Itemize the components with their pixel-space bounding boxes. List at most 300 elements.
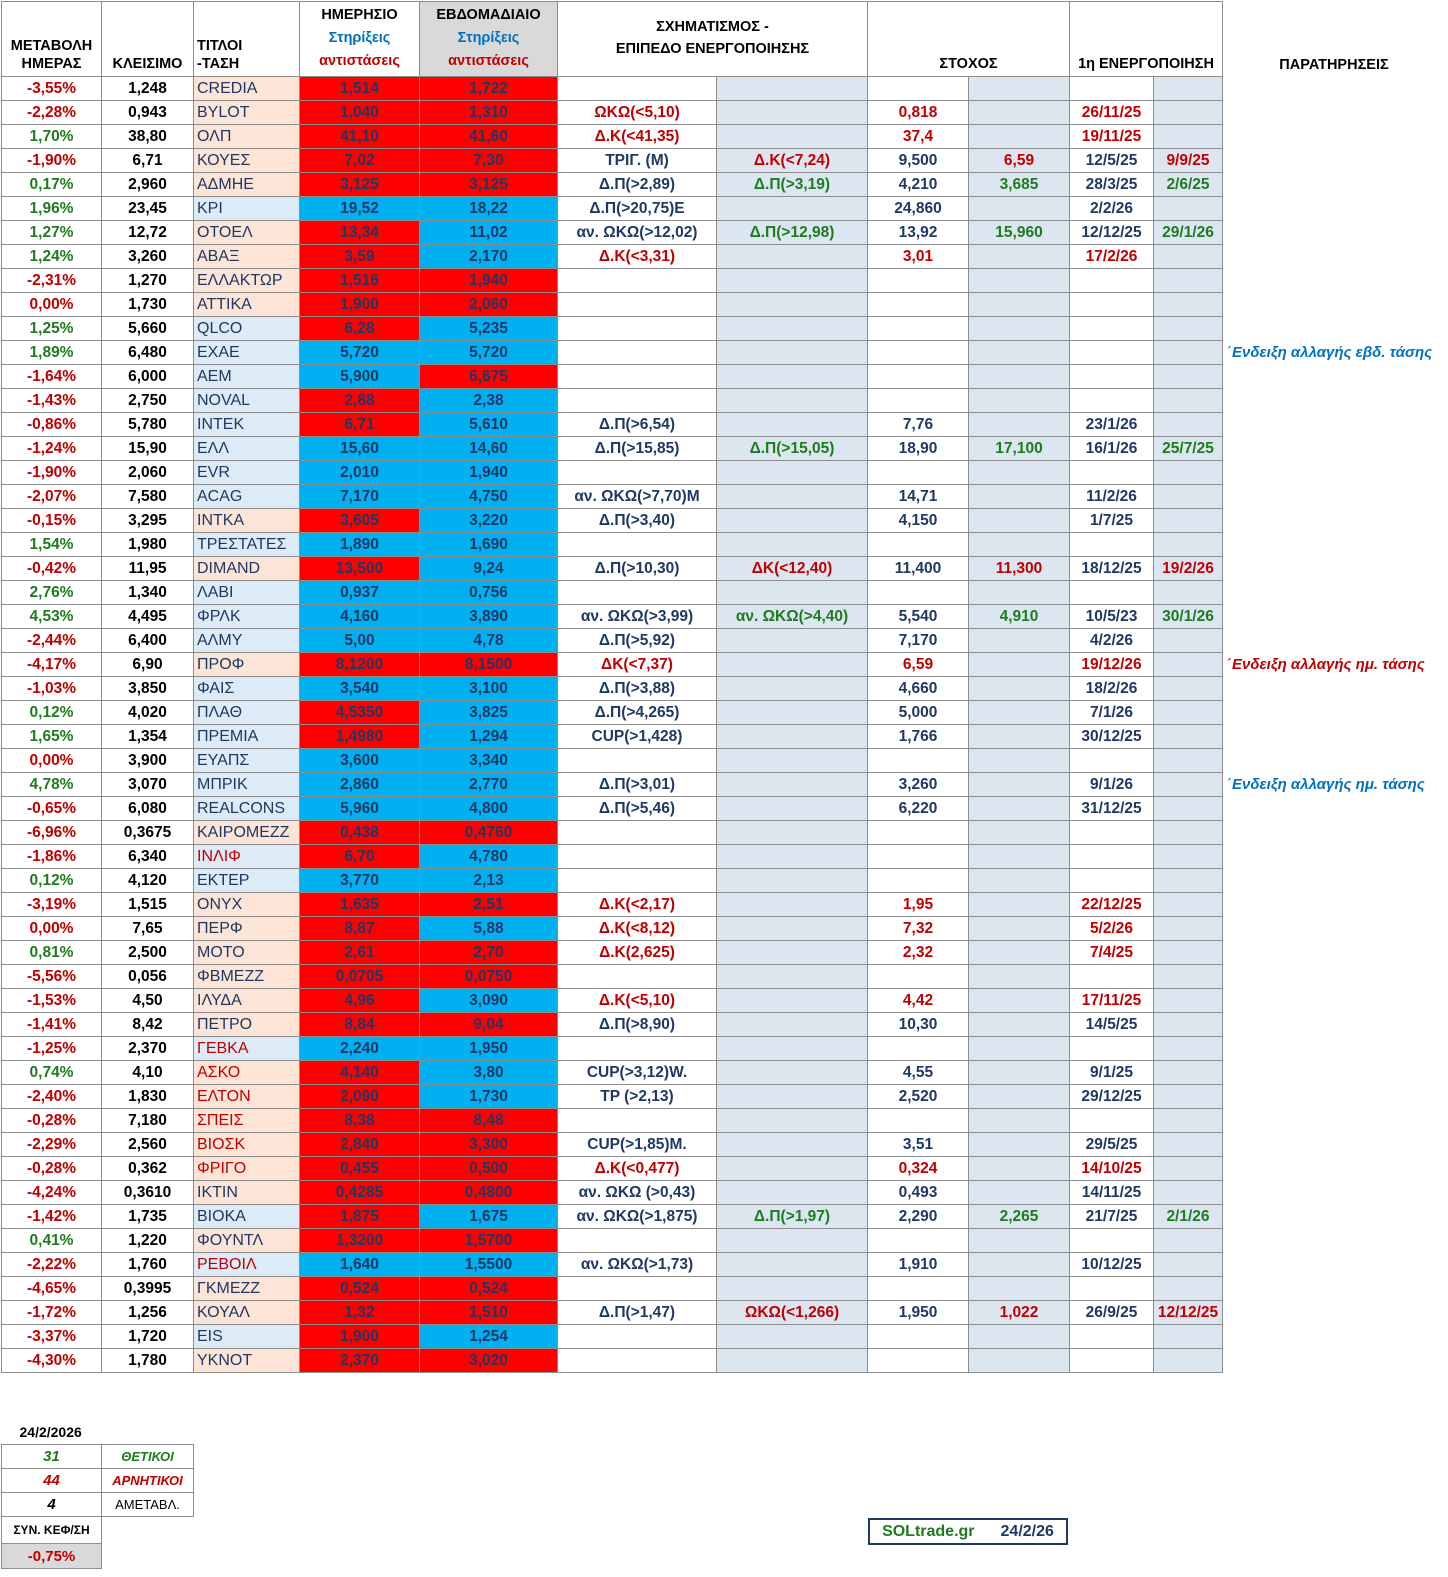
ticker-cell[interactable]: ΠΛΑΘ bbox=[194, 701, 300, 725]
pattern-cell: Δ.Κ(<0,477) bbox=[558, 1157, 717, 1181]
remark-cell bbox=[1223, 245, 1446, 269]
activation-secondary-cell bbox=[1154, 389, 1223, 413]
target-secondary-cell bbox=[969, 485, 1070, 509]
remark-cell bbox=[1223, 149, 1446, 173]
target-cell: 5,540 bbox=[868, 605, 969, 629]
pattern-cell bbox=[558, 749, 717, 773]
table-row bbox=[2, 1037, 1446, 1061]
weekly-level-cell: 1,950 bbox=[420, 1037, 558, 1061]
target-cell: 0,818 bbox=[868, 101, 969, 125]
ticker-cell[interactable]: ΑΔΜΗΕ bbox=[194, 173, 300, 197]
daily-level-cell: 1,4980 bbox=[300, 725, 420, 749]
weekly-level-cell: 3,020 bbox=[420, 1349, 558, 1373]
ticker-cell[interactable]: ΙΝΛΙΦ bbox=[194, 845, 300, 869]
weekly-level-cell: 1,940 bbox=[420, 269, 558, 293]
pattern-secondary-cell: Δ.Κ(<7,24) bbox=[717, 149, 868, 173]
pattern-secondary-cell bbox=[717, 485, 868, 509]
activation-secondary-cell: 12/12/25 bbox=[1154, 1301, 1223, 1325]
ticker-cell[interactable]: ΑΛΜΥ bbox=[194, 629, 300, 653]
target-cell bbox=[868, 1037, 969, 1061]
activation-secondary-cell bbox=[1154, 629, 1223, 653]
remark-cell bbox=[1223, 893, 1446, 917]
change-cell: 0,41% bbox=[2, 1229, 102, 1253]
daily-level-cell: 6,71 bbox=[300, 413, 420, 437]
activation-secondary-cell bbox=[1154, 1325, 1223, 1349]
pattern-secondary-cell: Δ.Π(>15,05) bbox=[717, 437, 868, 461]
daily-level-cell: 1,875 bbox=[300, 1205, 420, 1229]
activation-cell bbox=[1070, 389, 1154, 413]
activation-secondary-cell bbox=[1154, 701, 1223, 725]
close-cell: 0,943 bbox=[102, 101, 194, 125]
target-cell: 3,260 bbox=[868, 773, 969, 797]
target-secondary-cell bbox=[969, 749, 1070, 773]
daily-level-cell: 0,438 bbox=[300, 821, 420, 845]
activation-secondary-cell bbox=[1154, 509, 1223, 533]
cap-label: ΣΥΝ. ΚΕΦ/ΣΗ bbox=[2, 1517, 102, 1544]
weekly-level-cell: 3,340 bbox=[420, 749, 558, 773]
ticker-cell[interactable]: ΙΛΥΔΑ bbox=[194, 989, 300, 1013]
ticker-cell[interactable]: ΕΛΛ bbox=[194, 437, 300, 461]
close-cell: 5,660 bbox=[102, 317, 194, 341]
activation-cell: 21/7/25 bbox=[1070, 1205, 1154, 1229]
ticker-cell[interactable]: BYLOT bbox=[194, 101, 300, 125]
activation-secondary-cell bbox=[1154, 989, 1223, 1013]
change-cell: 2,76% bbox=[2, 581, 102, 605]
ticker-cell[interactable]: ΦΡΙΓΟ bbox=[194, 1157, 300, 1181]
weekly-level-cell: 8,1500 bbox=[420, 653, 558, 677]
ticker-cell[interactable]: ΑΒΑΞ bbox=[194, 245, 300, 269]
pattern-secondary-cell bbox=[717, 125, 868, 149]
table-row bbox=[2, 1013, 1446, 1037]
table-row bbox=[2, 1181, 1446, 1205]
target-cell bbox=[868, 365, 969, 389]
activation-secondary-cell bbox=[1154, 1085, 1223, 1109]
pattern-secondary-cell bbox=[717, 581, 868, 605]
change-cell: -1,24% bbox=[2, 437, 102, 461]
ticker-cell[interactable]: ΣΠΕΙΣ bbox=[194, 1109, 300, 1133]
ticker-cell[interactable]: ΒΙΟΣΚ bbox=[194, 1133, 300, 1157]
ticker-cell[interactable]: ΥΚΝΟΤ bbox=[194, 1349, 300, 1373]
ticker-cell[interactable]: ΠΡΟΦ bbox=[194, 653, 300, 677]
target-cell bbox=[868, 341, 969, 365]
ticker-cell[interactable]: ΕΥΑΠΣ bbox=[194, 749, 300, 773]
daily-level-cell: 2,370 bbox=[300, 1349, 420, 1373]
table-row bbox=[2, 629, 1446, 653]
table-row bbox=[2, 1205, 1446, 1229]
ticker-cell[interactable]: ΠΡΕΜΙΑ bbox=[194, 725, 300, 749]
table-row bbox=[2, 653, 1446, 677]
pattern-cell: Δ.Π(>5,92) bbox=[558, 629, 717, 653]
weekly-level-cell: 1,940 bbox=[420, 461, 558, 485]
activation-cell: 18/2/26 bbox=[1070, 677, 1154, 701]
pattern-cell: Δ.Π(>8,90) bbox=[558, 1013, 717, 1037]
ticker-cell[interactable]: ΡΕΒΟΙΛ bbox=[194, 1253, 300, 1277]
daily-level-cell: 6,28 bbox=[300, 317, 420, 341]
close-cell: 6,000 bbox=[102, 365, 194, 389]
close-cell: 1,720 bbox=[102, 1325, 194, 1349]
ticker-cell[interactable]: ΚΟΥΕΣ bbox=[194, 149, 300, 173]
daily-level-cell: 4,5350 bbox=[300, 701, 420, 725]
target-cell bbox=[868, 461, 969, 485]
activation-secondary-cell: 2/6/25 bbox=[1154, 173, 1223, 197]
ticker-cell[interactable]: ΕΚΤΕΡ bbox=[194, 869, 300, 893]
activation-cell bbox=[1070, 581, 1154, 605]
weekly-level-cell: 5,235 bbox=[420, 317, 558, 341]
daily-level-cell: 0,4285 bbox=[300, 1181, 420, 1205]
ticker-cell[interactable]: ΦΑΙΣ bbox=[194, 677, 300, 701]
close-cell: 3,260 bbox=[102, 245, 194, 269]
weekly-level-cell: 0,524 bbox=[420, 1277, 558, 1301]
weekly-level-cell: 3,80 bbox=[420, 1061, 558, 1085]
ticker-cell[interactable]: ΜΠΡΙΚ bbox=[194, 773, 300, 797]
target-secondary-cell bbox=[969, 413, 1070, 437]
daily-level-cell: 1,900 bbox=[300, 1325, 420, 1349]
daily-level-cell: 0,937 bbox=[300, 581, 420, 605]
pattern-secondary-cell bbox=[717, 1085, 868, 1109]
target-secondary-cell bbox=[969, 653, 1070, 677]
remark-cell bbox=[1223, 605, 1446, 629]
daily-level-cell: 2,860 bbox=[300, 773, 420, 797]
target-secondary-cell bbox=[969, 1181, 1070, 1205]
activation-cell: 30/12/25 bbox=[1070, 725, 1154, 749]
target-cell: 1,950 bbox=[868, 1301, 969, 1325]
target-secondary-cell bbox=[969, 845, 1070, 869]
change-cell: -4,30% bbox=[2, 1349, 102, 1373]
pattern-cell: αν. ΩΚΩ(>3,99) bbox=[558, 605, 717, 629]
change-cell: -2,31% bbox=[2, 269, 102, 293]
close-cell: 2,500 bbox=[102, 941, 194, 965]
daily-level-cell: 3,125 bbox=[300, 173, 420, 197]
pattern-cell bbox=[558, 341, 717, 365]
close-cell: 7,580 bbox=[102, 485, 194, 509]
table-row bbox=[2, 1133, 1446, 1157]
remark-cell bbox=[1223, 989, 1446, 1013]
change-cell: -4,24% bbox=[2, 1181, 102, 1205]
ticker-cell[interactable]: INTEK bbox=[194, 413, 300, 437]
activation-cell: 26/11/25 bbox=[1070, 101, 1154, 125]
remark-cell bbox=[1223, 965, 1446, 989]
change-cell: -0,86% bbox=[2, 413, 102, 437]
pattern-cell bbox=[558, 581, 717, 605]
ticker-cell[interactable]: ATTIKA bbox=[194, 293, 300, 317]
ticker-cell[interactable]: ΚΟΥΑΛ bbox=[194, 1301, 300, 1325]
activation-cell: 9/1/26 bbox=[1070, 773, 1154, 797]
ticker-cell[interactable]: QLCO bbox=[194, 317, 300, 341]
ticker-cell[interactable]: NOVAL bbox=[194, 389, 300, 413]
table-row bbox=[2, 125, 1446, 149]
ticker-cell[interactable]: ΕΧΑΕ bbox=[194, 341, 300, 365]
ticker-cell[interactable]: ΙΝΤΚΑ bbox=[194, 509, 300, 533]
activation-secondary-cell: 19/2/26 bbox=[1154, 557, 1223, 581]
close-cell: 1,354 bbox=[102, 725, 194, 749]
pattern-cell bbox=[558, 269, 717, 293]
target-secondary-cell bbox=[969, 1349, 1070, 1373]
pattern-cell: Δ.Κ(<2,17) bbox=[558, 893, 717, 917]
weekly-level-cell: 9,24 bbox=[420, 557, 558, 581]
target-secondary-cell bbox=[969, 125, 1070, 149]
activation-secondary-cell: 2/1/26 bbox=[1154, 1205, 1223, 1229]
pattern-cell: ΩΚΩ(<5,10) bbox=[558, 101, 717, 125]
close-cell: 2,060 bbox=[102, 461, 194, 485]
ticker-cell[interactable]: ΚΡΙ bbox=[194, 197, 300, 221]
ticker-cell[interactable]: ΦΒΜΕΖΖ bbox=[194, 965, 300, 989]
ticker-cell[interactable]: CREDIA bbox=[194, 77, 300, 101]
pattern-cell bbox=[558, 317, 717, 341]
close-cell: 6,71 bbox=[102, 149, 194, 173]
pattern-cell: Δ.Κ(<41,35) bbox=[558, 125, 717, 149]
daily-level-cell: 4,160 bbox=[300, 605, 420, 629]
target-secondary-cell bbox=[969, 293, 1070, 317]
header-daily: ΗΜΕΡΗΣΙΟ Στηρίξεις αντιστάσεις bbox=[300, 2, 420, 77]
pattern-cell bbox=[558, 821, 717, 845]
target-secondary-cell bbox=[969, 773, 1070, 797]
ticker-cell[interactable]: ΟΛΠ bbox=[194, 125, 300, 149]
daily-level-cell: 3,770 bbox=[300, 869, 420, 893]
target-cell bbox=[868, 1109, 969, 1133]
activation-cell bbox=[1070, 1277, 1154, 1301]
pattern-cell: Δ.Π(>20,75)Ε bbox=[558, 197, 717, 221]
pattern-secondary-cell bbox=[717, 1061, 868, 1085]
pattern-secondary-cell bbox=[717, 653, 868, 677]
ticker-cell[interactable]: ΓΚΜΕΖΖ bbox=[194, 1277, 300, 1301]
table-row bbox=[2, 869, 1446, 893]
target-secondary-cell bbox=[969, 533, 1070, 557]
activation-secondary-cell bbox=[1154, 917, 1223, 941]
pattern-cell: Δ.Π(>15,85) bbox=[558, 437, 717, 461]
close-cell: 7,180 bbox=[102, 1109, 194, 1133]
target-cell: 4,150 bbox=[868, 509, 969, 533]
change-cell: 1,89% bbox=[2, 341, 102, 365]
brand-name: SOLtrade.gr bbox=[882, 1522, 975, 1540]
ticker-cell[interactable]: EVR bbox=[194, 461, 300, 485]
target-cell: 6,220 bbox=[868, 797, 969, 821]
remark-cell bbox=[1223, 821, 1446, 845]
ticker-cell[interactable]: ΜΟΤΟ bbox=[194, 941, 300, 965]
daily-level-cell: 2,240 bbox=[300, 1037, 420, 1061]
target-secondary-cell bbox=[969, 701, 1070, 725]
target-secondary-cell bbox=[969, 1277, 1070, 1301]
target-secondary-cell bbox=[969, 893, 1070, 917]
remark-cell bbox=[1223, 1253, 1446, 1277]
ticker-cell[interactable]: ΠΕΤΡΟ bbox=[194, 1013, 300, 1037]
pattern-secondary-cell bbox=[717, 1325, 868, 1349]
pattern-cell: Δ.Κ(<5,10) bbox=[558, 989, 717, 1013]
close-cell: 3,850 bbox=[102, 677, 194, 701]
target-cell bbox=[868, 965, 969, 989]
summary-table bbox=[1, 1421, 194, 1569]
target-secondary-cell bbox=[969, 461, 1070, 485]
activation-secondary-cell bbox=[1154, 941, 1223, 965]
ticker-cell[interactable]: DIMAND bbox=[194, 557, 300, 581]
table-row bbox=[2, 389, 1446, 413]
change-cell: -2,28% bbox=[2, 101, 102, 125]
change-cell: 0,00% bbox=[2, 749, 102, 773]
pattern-secondary-cell: αν. ΩΚΩ(>4,40) bbox=[717, 605, 868, 629]
weekly-level-cell: 5,88 bbox=[420, 917, 558, 941]
pattern-cell: Δ.Π(>2,89) bbox=[558, 173, 717, 197]
remark-cell bbox=[1223, 317, 1446, 341]
daily-level-cell: 2,88 bbox=[300, 389, 420, 413]
ticker-cell[interactable]: REALCONS bbox=[194, 797, 300, 821]
daily-level-cell: 2,010 bbox=[300, 461, 420, 485]
pattern-cell: Δ.Π(>3,01) bbox=[558, 773, 717, 797]
remark-cell bbox=[1223, 701, 1446, 725]
table-row bbox=[2, 581, 1446, 605]
target-secondary-cell bbox=[969, 197, 1070, 221]
pattern-cell: CUP(>1,428) bbox=[558, 725, 717, 749]
close-cell: 2,370 bbox=[102, 1037, 194, 1061]
change-cell: 0,74% bbox=[2, 1061, 102, 1085]
ticker-cell[interactable]: ΦΡΛΚ bbox=[194, 605, 300, 629]
ticker-cell[interactable]: ΕΛΤΟΝ bbox=[194, 1085, 300, 1109]
ticker-cell[interactable]: ΟΤΟΕΛ bbox=[194, 221, 300, 245]
target-cell bbox=[868, 749, 969, 773]
ticker-cell[interactable]: ΠΕΡΦ bbox=[194, 917, 300, 941]
header-change: ΜΕΤΑΒΟΛΗ ΗΜΕΡΑΣ bbox=[2, 2, 102, 77]
close-cell: 1,730 bbox=[102, 293, 194, 317]
ticker-cell[interactable]: ΙΚΤΙΝ bbox=[194, 1181, 300, 1205]
table-row bbox=[2, 797, 1446, 821]
remark-cell bbox=[1223, 101, 1446, 125]
target-cell: 10,30 bbox=[868, 1013, 969, 1037]
change-cell: -1,43% bbox=[2, 389, 102, 413]
ticker-cell[interactable]: ΚΑΙΡΟΜΕΖΖ bbox=[194, 821, 300, 845]
ticker-cell[interactable]: ΓΕΒΚΑ bbox=[194, 1037, 300, 1061]
change-cell: 1,65% bbox=[2, 725, 102, 749]
remark-cell bbox=[1223, 917, 1446, 941]
daily-level-cell: 3,600 bbox=[300, 749, 420, 773]
weekly-level-cell: 14,60 bbox=[420, 437, 558, 461]
daily-level-cell: 8,87 bbox=[300, 917, 420, 941]
close-cell: 12,72 bbox=[102, 221, 194, 245]
weekly-level-cell: 2,060 bbox=[420, 293, 558, 317]
pattern-secondary-cell bbox=[717, 245, 868, 269]
weekly-level-cell: 5,720 bbox=[420, 341, 558, 365]
close-cell: 11,95 bbox=[102, 557, 194, 581]
weekly-level-cell: 9,04 bbox=[420, 1013, 558, 1037]
weekly-level-cell: 3,300 bbox=[420, 1133, 558, 1157]
remark-cell bbox=[1223, 1013, 1446, 1037]
target-cell: 4,660 bbox=[868, 677, 969, 701]
pattern-cell: TP (>2,13) bbox=[558, 1085, 717, 1109]
ticker-cell[interactable]: ΒΙΟΚΑ bbox=[194, 1205, 300, 1229]
daily-level-cell: 5,00 bbox=[300, 629, 420, 653]
target-cell: 6,59 bbox=[868, 653, 969, 677]
close-cell: 4,020 bbox=[102, 701, 194, 725]
activation-secondary-cell bbox=[1154, 269, 1223, 293]
pattern-secondary-cell bbox=[717, 1229, 868, 1253]
close-cell: 1,220 bbox=[102, 1229, 194, 1253]
target-cell: 5,000 bbox=[868, 701, 969, 725]
activation-cell: 19/11/25 bbox=[1070, 125, 1154, 149]
pattern-cell bbox=[558, 389, 717, 413]
ticker-cell[interactable]: ΦΟΥΝΤΛ bbox=[194, 1229, 300, 1253]
activation-cell bbox=[1070, 749, 1154, 773]
target-cell: 18,90 bbox=[868, 437, 969, 461]
header-titles: ΤΙΤΛΟΙ -ΤΑΣΗ bbox=[194, 2, 300, 77]
activation-cell: 10/12/25 bbox=[1070, 1253, 1154, 1277]
daily-level-cell: 15,60 bbox=[300, 437, 420, 461]
daily-level-cell: 7,170 bbox=[300, 485, 420, 509]
weekly-level-cell: 2,38 bbox=[420, 389, 558, 413]
ticker-cell[interactable]: ΛΑΒΙ bbox=[194, 581, 300, 605]
pattern-cell: Δ.Π(>3,88) bbox=[558, 677, 717, 701]
activation-secondary-cell bbox=[1154, 293, 1223, 317]
target-secondary-cell bbox=[969, 245, 1070, 269]
activation-secondary-cell bbox=[1154, 581, 1223, 605]
target-cell bbox=[868, 1349, 969, 1373]
remark-cell bbox=[1223, 1133, 1446, 1157]
ticker-cell[interactable]: ACAG bbox=[194, 485, 300, 509]
target-secondary-cell bbox=[969, 989, 1070, 1013]
weekly-level-cell: 8,48 bbox=[420, 1109, 558, 1133]
ticker-cell[interactable]: ΕΛΛΑΚΤΩΡ bbox=[194, 269, 300, 293]
activation-secondary-cell bbox=[1154, 965, 1223, 989]
target-secondary-cell bbox=[969, 1229, 1070, 1253]
header-remarks: ΠΑΡΑΤΗΡΗΣΕΙΣ bbox=[1223, 2, 1446, 77]
change-cell: 0,17% bbox=[2, 173, 102, 197]
target-secondary-cell: 15,960 bbox=[969, 221, 1070, 245]
unchanged-count: 4 bbox=[2, 1493, 102, 1517]
daily-level-cell: 2,840 bbox=[300, 1133, 420, 1157]
daily-level-cell: 1,3200 bbox=[300, 1229, 420, 1253]
pattern-cell: αν. ΩΚΩ(>12,02) bbox=[558, 221, 717, 245]
ticker-cell[interactable]: ΤΡΕΣΤΑΤΕΣ bbox=[194, 533, 300, 557]
close-cell: 0,362 bbox=[102, 1157, 194, 1181]
weekly-level-cell: 0,4760 bbox=[420, 821, 558, 845]
table-row bbox=[2, 317, 1446, 341]
change-cell: -1,90% bbox=[2, 461, 102, 485]
table-row bbox=[2, 1085, 1446, 1109]
remark-cell bbox=[1223, 749, 1446, 773]
positive-count: 31 bbox=[2, 1445, 102, 1469]
pattern-secondary-cell bbox=[717, 1013, 868, 1037]
daily-level-cell: 3,605 bbox=[300, 509, 420, 533]
ticker-cell[interactable]: ΑΕΜ bbox=[194, 365, 300, 389]
target-secondary-cell bbox=[969, 965, 1070, 989]
pattern-secondary-cell bbox=[717, 965, 868, 989]
ticker-cell[interactable]: ΑΣΚΟ bbox=[194, 1061, 300, 1085]
target-secondary-cell bbox=[969, 821, 1070, 845]
pattern-secondary-cell bbox=[717, 989, 868, 1013]
weekly-level-cell: 18,22 bbox=[420, 197, 558, 221]
activation-cell bbox=[1070, 77, 1154, 101]
daily-level-cell: 5,900 bbox=[300, 365, 420, 389]
target-secondary-cell bbox=[969, 1157, 1070, 1181]
target-secondary-cell bbox=[969, 941, 1070, 965]
pattern-cell bbox=[558, 1109, 717, 1133]
target-cell: 24,860 bbox=[868, 197, 969, 221]
ticker-cell[interactable]: EIS bbox=[194, 1325, 300, 1349]
target-secondary-cell bbox=[969, 581, 1070, 605]
close-cell: 1,760 bbox=[102, 1253, 194, 1277]
ticker-cell[interactable]: ΟΝΥΧ bbox=[194, 893, 300, 917]
daily-level-cell: 13,34 bbox=[300, 221, 420, 245]
change-cell: -0,65% bbox=[2, 797, 102, 821]
daily-level-cell: 41,10 bbox=[300, 125, 420, 149]
activation-cell bbox=[1070, 533, 1154, 557]
pattern-secondary-cell bbox=[717, 749, 868, 773]
target-cell bbox=[868, 389, 969, 413]
activation-secondary-cell bbox=[1154, 677, 1223, 701]
target-secondary-cell bbox=[969, 365, 1070, 389]
activation-cell: 18/12/25 bbox=[1070, 557, 1154, 581]
pattern-secondary-cell bbox=[717, 725, 868, 749]
daily-level-cell: 3,59 bbox=[300, 245, 420, 269]
close-cell: 1,735 bbox=[102, 1205, 194, 1229]
daily-level-cell: 4,96 bbox=[300, 989, 420, 1013]
daily-level-cell: 19,52 bbox=[300, 197, 420, 221]
